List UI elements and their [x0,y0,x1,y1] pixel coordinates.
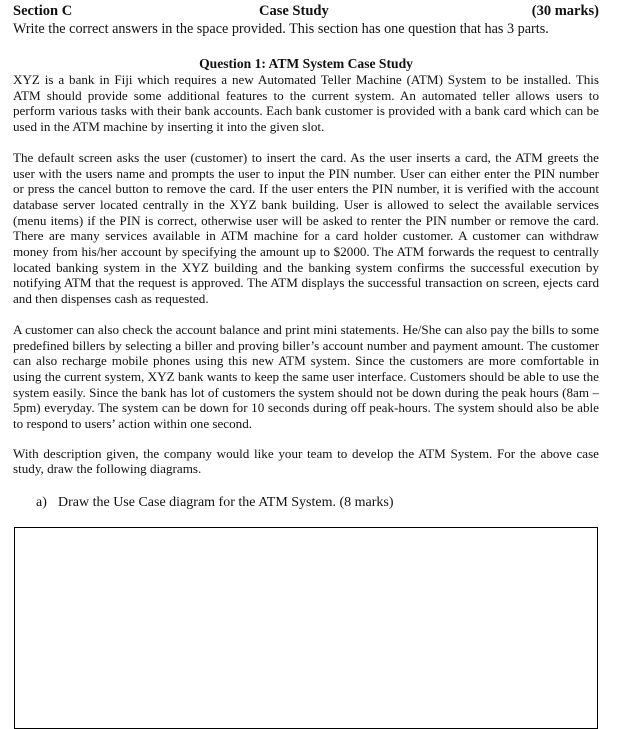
case-paragraph-2: The default screen asks the user (customer) to insert the card. As the user inserts a card, the ATM greets the user with the users name and prompts the user to input the PIN number. User can either enter the PIN number or press the cancel button to remove the card. If the user enters the PIN number, it is verified with the account database server located centrally in the XYZ bank building. User is allowed to select the available services (menu items) if the PIN is correct, otherwise user will be asked to renter the PIN number or remove the card. There are many services available in ATM machine for a card holder customer. A customer can withdraw money from his/her account by specifying the amount up to $2000. The ATM forwards the request to centrally located banking system in the XYZ building and the banking system confirms the successful execution by notifying ATM that the request is approved. The ATM displays the successful transaction on screen, ejects card and then dispenses cash as requested. [13,149,599,307]
part-a-text: Draw the Use Case diagram for the ATM System. (8 marks) [58,495,394,511]
case-paragraph-3: A customer can also check the account balance and print mini statements. He/She can also pay the bills to some predefined billers by selecting a biller and proving biller’s account number and payment amount. The customer can also recharge mobile phones using this new ATM system. Since the customers are more comfortable in using the current system, XYZ bank wants to keep the same user interface. Customers should be able to use the system easily. Since the bank has lot of customers the system should not be down during the peak hours (8am – 5pm) everyday. The system can be down for 10 seconds during off peak-hours. The system should also be able to respond to users’ action within one second. [13,321,599,432]
question-part-a [13,495,599,511]
part-a-letter: a) [36,495,47,511]
answer-box[interactable] [14,527,598,729]
section-label: Section C [13,3,73,19]
case-paragraph-4: With description given, the company would like your team to develop the ATM System. For the above case study, draw the following diagrams. [13,445,599,477]
question-title: Question 1: ATM System Case Study [199,56,413,71]
section-title: Case Study [259,3,329,19]
section-marks: (30 marks) [531,3,599,19]
case-paragraph-1: XYZ is a bank in Fiji which requires a new Automated Teller Machine (ATM) System to be installed. This ATM should provide some additional features to the current system. An automated teller allows users to perform various tasks with their bank accounts. Each bank customer is provided with a bank card which can be used in the ATM machine by inserting it into the given slot. [13,72,599,135]
exam-page [13,3,599,511]
section-header [13,3,599,21]
section-instruction: Write the correct answers in the space provided. This section has one question that has 3 parts. [13,21,549,37]
